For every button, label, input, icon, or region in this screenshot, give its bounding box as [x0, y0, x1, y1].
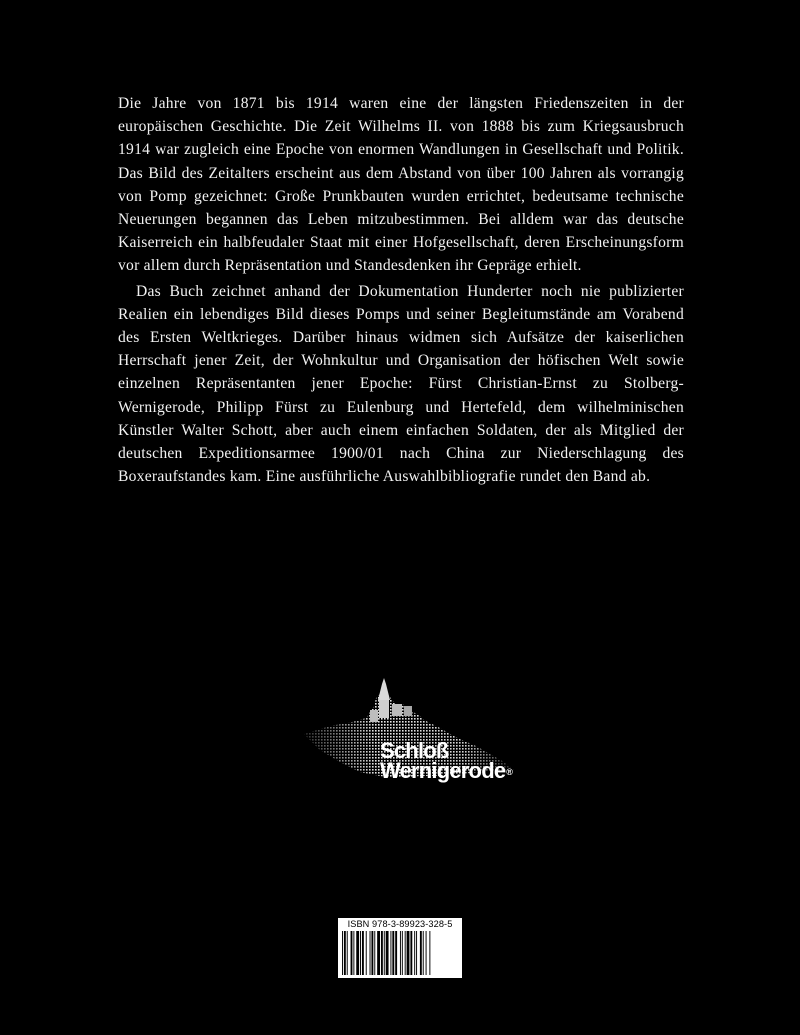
- barcode-bars: [342, 931, 458, 975]
- logo-text-line-1: Schloß: [380, 738, 449, 763]
- isbn-number: ISBN 978-3-89923-328-5: [347, 919, 453, 929]
- blurb-paragraph-2: Das Buch zeichnet anhand der Dokumentation Hunderter noch nie publizierter Realien ein lebendiges Bild dieses Pomps und seiner Begleitumstände am Vorabend des Ersten Weltkrieges. Darüber hinaus widmen sich Aufsätze der kaiserlichen Herrschaft jener Zeit, der Wohnkultur und Organisation der höfischen Welt sowie einzelnen Repräsentanten jener Epoche: Fürst Christian-Ernst zu Stolberg-Wernigerode, Philipp Fürst zu Eulenburg und Hertefeld, dem wilhelminischen Künstler Walter Schott, aber auch einem einfachen Soldaten, der als Mitglied der deutschen Expeditionsarmee 1900/01 nach China zur Niederschlagung des Boxeraufstandes kam. Eine ausführliche Auswahlbibliografie rundet den Band ab.: [118, 282, 684, 486]
- logo-text-wernigerode: Wernigerode: [380, 758, 506, 783]
- blurb-text: [118, 92, 684, 488]
- isbn-barcode: [338, 918, 462, 978]
- logo-text-line-2: [380, 760, 512, 782]
- publisher-logo: [300, 676, 520, 796]
- registered-mark: ®: [506, 767, 513, 777]
- blurb-paragraph-1: Die Jahre von 1871 bis 1914 waren eine der längsten Friedenszeiten in der europäischen Geschichte. Die Zeit Wilhelms II. von 1888 bis zum Kriegsausbruch 1914 war zugleich eine Epoche von enormen Wandlungen in Gesellschaft und Politik. Das Bild des Zeitalters erscheint aus dem Abstand von über 100 Jahren als vorrangig von Pomp gezeichnet: Große Prunkbauten wurden errichtet, bedeutsame technische Neuerungen begannen das Leben mitzubestimmen. Bei alldem war das deutsche Kaiserreich ein halbfeudaler Staat mit einer Hofgesellschaft, deren Erscheinungsform vor allem durch Repräsentation und Standesdenken ihr Gepräge erhielt.: [118, 95, 684, 275]
